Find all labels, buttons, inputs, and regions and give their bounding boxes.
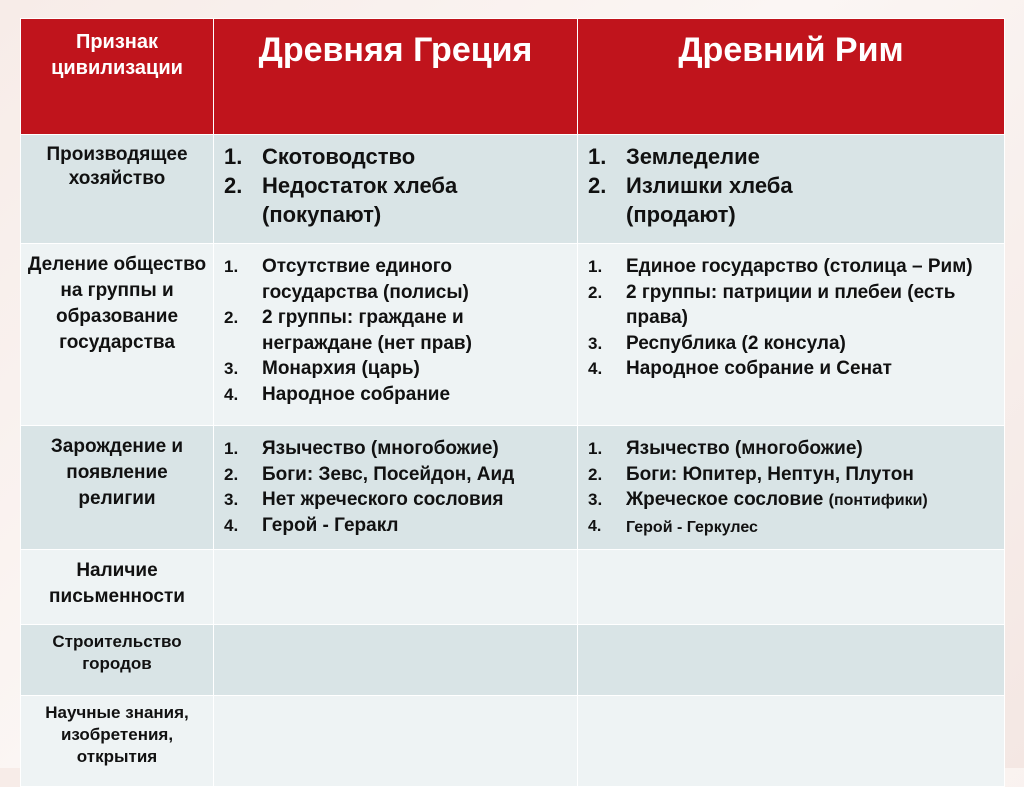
list-item-number: 1.: [588, 439, 603, 458]
list-item-text: [262, 142, 569, 171]
item-list: [578, 244, 1004, 382]
list-item-main: Народное собрание и Сенат: [626, 358, 892, 379]
list-item-number: 2.: [588, 464, 603, 484]
list-item-text: [626, 462, 998, 488]
list-item: [588, 356, 998, 382]
list-item-text: [262, 513, 571, 539]
list-item-number: 2.: [224, 464, 239, 484]
list-item-text: [262, 254, 571, 305]
greece-cell: [214, 426, 578, 550]
item-list: [214, 244, 577, 407]
list-item-text: [626, 356, 998, 382]
list-item-main: Язычество (многобожие): [626, 438, 863, 459]
list-item: [588, 200, 996, 229]
list-item-text: [262, 305, 571, 356]
list-item: [224, 356, 571, 382]
list-item-main: Излишки хлеба: [626, 173, 793, 198]
list-item-text: [262, 436, 571, 462]
list-item-note: (понтифики): [828, 492, 928, 509]
list-item: [224, 254, 571, 305]
table-row: [21, 244, 1005, 426]
row-label: Строительство городов: [21, 625, 214, 696]
list-item-text: [626, 171, 996, 200]
comparison-table: [20, 18, 1005, 787]
list-item-main: Отсутствие единого государства (полисы): [262, 256, 469, 303]
list-item-number: 3.: [224, 359, 239, 378]
list-item-text: [626, 331, 998, 357]
list-item-number: 1.: [224, 257, 239, 276]
list-item-main: 2 группы: патриции и плебеи (есть права): [626, 281, 956, 328]
row-label: Наличие письменности: [21, 550, 214, 625]
list-item-text: [626, 280, 998, 331]
list-item-main: Недостаток хлеба (покупают): [262, 173, 458, 227]
list-item-text: [626, 487, 998, 514]
list-item: [224, 462, 571, 488]
list-item-main: Язычество (многобожие): [262, 438, 499, 459]
list-item-text: [262, 382, 571, 408]
greece-cell: [214, 625, 578, 696]
greece-cell: [214, 135, 578, 244]
list-item-text: [626, 200, 996, 229]
list-item-text: [626, 254, 998, 280]
list-item-text: [262, 487, 571, 513]
header-greece: Древняя Греция: [214, 19, 578, 135]
table-row: [21, 135, 1005, 244]
item-list: [578, 135, 1004, 229]
greece-cell: [214, 550, 578, 625]
list-item-number: 1.: [588, 257, 603, 276]
table-row: [21, 426, 1005, 550]
list-item-main: Земледелие: [626, 144, 760, 169]
greece-cell: [214, 244, 578, 426]
list-item-number: 2.: [588, 173, 607, 198]
row-label: Зарождение и появление религии: [21, 426, 214, 550]
list-item-text: [262, 462, 571, 488]
rome-cell: [578, 696, 1005, 787]
list-item: [588, 171, 996, 200]
list-item-text: [626, 436, 998, 462]
rome-cell: [578, 135, 1005, 244]
list-item-main: Народное собрание: [262, 383, 451, 405]
list-item-number: 3.: [224, 490, 239, 509]
table-row: [21, 550, 1005, 625]
list-item-main: Жреческое сословие: [626, 489, 824, 510]
list-item-number: 4.: [224, 515, 239, 535]
row-label: Производящее хозяйство: [21, 135, 214, 244]
list-item: [224, 513, 571, 539]
list-item-number: 1.: [224, 439, 239, 458]
list-item: [224, 142, 569, 171]
list-item-main: Нет жреческого сословия: [262, 489, 504, 510]
list-item-text: [262, 171, 569, 229]
comparison-table-wrapper: [20, 18, 1004, 766]
greece-cell: [214, 696, 578, 787]
list-item-main: Единое государство (столица – Рим): [626, 256, 973, 277]
list-item: [224, 487, 571, 513]
item-list: [578, 426, 1004, 540]
list-item-main: Герой - Геркулес: [626, 518, 758, 536]
list-item-main: 2 группы: граждане и неграждане (нет прав): [262, 307, 472, 354]
header-rome: Древний Рим: [578, 19, 1005, 135]
list-item-main: Скотоводство: [262, 144, 416, 169]
list-item-number: 2.: [588, 282, 603, 302]
rome-cell: [578, 550, 1005, 625]
list-item: [588, 462, 998, 488]
list-item-main: Монархия (царь): [262, 358, 420, 379]
list-item-text: [262, 356, 571, 382]
rome-cell: [578, 625, 1005, 696]
list-item: [588, 514, 998, 541]
list-item: [588, 487, 998, 514]
list-item: [224, 171, 569, 229]
table-header-row: [21, 19, 1005, 135]
list-item-text: [626, 142, 996, 171]
rome-cell: [578, 244, 1005, 426]
list-item-number: 2.: [224, 308, 239, 327]
list-item: [588, 142, 996, 171]
list-item-number: 4.: [588, 517, 602, 535]
list-item-number: [588, 200, 626, 229]
list-item-number: 3.: [588, 333, 603, 353]
list-item-number: 4.: [588, 359, 603, 378]
list-item-number: 2.: [224, 173, 243, 198]
list-item-text: [626, 514, 998, 541]
list-item: [224, 382, 571, 408]
list-item-main: Боги: Юпитер, Нептун, Плутон: [626, 463, 914, 485]
list-item-number: 3.: [588, 490, 603, 509]
list-item: [224, 305, 571, 356]
list-item: [588, 331, 998, 357]
list-item: [588, 254, 998, 280]
table-row: [21, 696, 1005, 787]
list-item: [588, 280, 998, 331]
rome-cell: [578, 426, 1005, 550]
header-feature: Признак цивилизации: [21, 19, 214, 135]
list-item-main: Боги: Зевс, Посейдон, Аид: [262, 463, 515, 485]
item-list: [214, 135, 577, 229]
list-item-main: Герой - Геракл: [262, 514, 399, 536]
table-row: [21, 625, 1005, 696]
list-item: [224, 436, 571, 462]
list-item-number: 1.: [224, 144, 243, 169]
list-item: [588, 436, 998, 462]
row-label: Деление общество на группы и образование государства: [21, 244, 214, 426]
list-item-number: 1.: [588, 144, 607, 169]
list-item-main: Республика (2 консула): [626, 332, 846, 354]
list-item-number: 4.: [224, 384, 239, 404]
row-label: Научные знания, изобретения, открытия: [21, 696, 214, 787]
list-item-main: (продают): [626, 202, 736, 227]
item-list: [214, 426, 577, 538]
